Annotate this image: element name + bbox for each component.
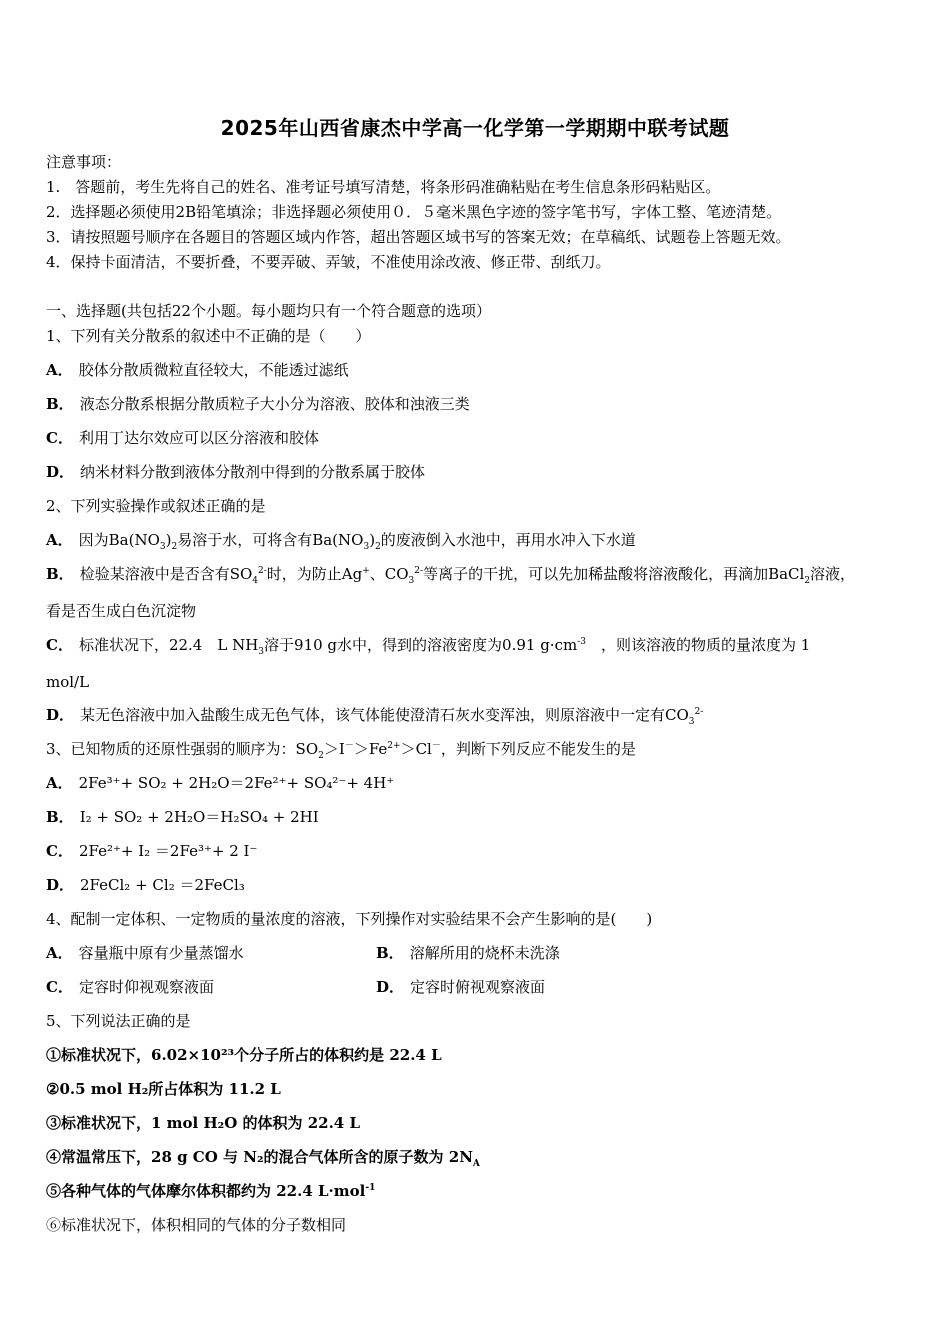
q4-option-b bbox=[376, 943, 560, 963]
text: 标准状况下，22.4 L NH bbox=[78, 636, 259, 654]
q2-option-d bbox=[46, 705, 703, 725]
option-label: B． bbox=[46, 565, 74, 583]
option-label: B． bbox=[46, 395, 74, 413]
q3-option-a bbox=[46, 773, 394, 793]
option-label: C． bbox=[46, 842, 73, 860]
sub: 4 bbox=[252, 576, 258, 586]
sup: 2+ bbox=[387, 741, 401, 751]
notice-heading: 注意事项： bbox=[46, 153, 122, 171]
text: 易溶于水，可将含有Ba(NO bbox=[177, 531, 364, 549]
option-label: D． bbox=[46, 706, 75, 724]
q1-option-a bbox=[46, 360, 349, 380]
q4-options-row-2 bbox=[46, 977, 546, 997]
notice-item-4: 4．保持卡面清洁，不要折叠，不要弄破、弄皱，不准使用涂改液、修正带、刮纸刀。 bbox=[46, 253, 611, 271]
q2-option-c-cont: mol/L bbox=[46, 673, 90, 691]
option-label: D． bbox=[46, 876, 75, 894]
sup: + bbox=[362, 566, 370, 576]
notice-item-2: 2．选择题必须使用2B铅笔填涂；非选择题必须使用０．５毫米黑色字迹的签字笔书写，字体工整、笔迹清楚。 bbox=[46, 203, 782, 221]
section-heading: 一、选择题(共包括22个小题。每小题均只有一个符合题意的选项） bbox=[46, 302, 491, 320]
text: ) bbox=[165, 531, 172, 549]
text: ，则该溶液的物质的量浓度为 1 bbox=[585, 636, 811, 654]
text: ＞Cl bbox=[400, 740, 432, 758]
option-text: 2Fe²⁺+ I₂ ＝2Fe³⁺+ 2 I⁻ bbox=[78, 842, 258, 860]
q4-options-row-1 bbox=[46, 943, 560, 963]
sub: 2 bbox=[804, 576, 811, 586]
q2-option-b bbox=[46, 564, 855, 584]
option-text: 容量瓶中原有少量蒸馏水 bbox=[78, 944, 244, 962]
q1-option-b bbox=[46, 394, 470, 414]
text: 溶于910 g水中，得到的溶液密度为0.91 g·cm bbox=[264, 636, 578, 654]
option-label: C． bbox=[46, 636, 73, 654]
option-label: A． bbox=[46, 531, 73, 549]
q5-statement-2: ②0.5 mol H₂所占体积为 11.2 L bbox=[46, 1080, 281, 1098]
sub: 3 bbox=[363, 542, 370, 552]
q5-statement-6: ⑥标准状况下，体积相同的气体的分子数相同 bbox=[46, 1216, 347, 1234]
option-label: A． bbox=[46, 774, 73, 792]
sup: 2- bbox=[258, 566, 267, 576]
option-text: 溶解所用的烧杯未洗涤 bbox=[409, 944, 560, 962]
sup: － bbox=[344, 741, 354, 751]
option-text: I₂ + SO₂ + 2H₂O＝H₂SO₄ + 2HI bbox=[79, 808, 319, 826]
text: 溶液， bbox=[810, 565, 856, 583]
sub: 3 bbox=[688, 717, 695, 727]
q2-option-a bbox=[46, 530, 636, 550]
sup: -3 bbox=[577, 637, 586, 647]
option-label: B． bbox=[46, 808, 74, 826]
q5-stem: 5、下列说法正确的是 bbox=[46, 1012, 191, 1030]
option-text: 液态分散系根据分散质粒子大小分为溶液、胶体和浊液三类 bbox=[79, 395, 470, 413]
text: ，判断下列反应不能发生的是 bbox=[440, 740, 636, 758]
text: ④常温常压下，28 g CO 与 N₂的混合气体所含的原子数为 2N bbox=[46, 1148, 473, 1166]
text: 的废液倒入水池中，再用水冲入下水道 bbox=[380, 531, 636, 549]
sub: 2 bbox=[375, 542, 381, 552]
text: 因为Ba(NO bbox=[78, 531, 160, 549]
notice-item-1: 1. 答题前，考生先将自己的姓名、准考证号填写清楚，将条形码准确粘贴在考生信息条形码粘贴区。 bbox=[46, 178, 721, 196]
sup: 2- bbox=[694, 707, 704, 717]
q1-stem: 1、下列有关分散系的叙述中不正确的是（ ） bbox=[46, 327, 371, 345]
option-text: 定容时俯视观察液面 bbox=[410, 978, 546, 996]
q4-option-d bbox=[376, 977, 545, 997]
option-label: D． bbox=[376, 978, 405, 996]
q3-option-c bbox=[46, 841, 257, 861]
option-label: D． bbox=[46, 463, 75, 481]
option-label: C． bbox=[46, 978, 73, 996]
option-label: C． bbox=[46, 429, 73, 447]
option-label: A． bbox=[46, 944, 73, 962]
sub: 2 bbox=[171, 542, 178, 552]
text: 检验某溶液中是否含有SO bbox=[79, 565, 253, 583]
option-label: B． bbox=[376, 944, 404, 962]
q3-option-d bbox=[46, 875, 245, 895]
q3-option-b bbox=[46, 807, 319, 827]
q3-stem bbox=[46, 739, 636, 759]
text: 等离子的干扰，可以先加稀盐酸将溶液酸化，再滴加BaCl bbox=[423, 565, 805, 583]
sub: A bbox=[472, 1159, 480, 1169]
option-text: 2FeCl₂ + Cl₂ ＝2FeCl₃ bbox=[80, 876, 245, 894]
q5-statement-1: ①标准状况下，6.02×10²³个分子所占的体积约是 22.4 L bbox=[46, 1046, 442, 1064]
q1-option-c bbox=[46, 428, 319, 448]
q4-stem: 4、配制一定体积、一定物质的量浓度的溶液，下列操作对实验结果不会产生影响的是( ) bbox=[46, 910, 653, 928]
text: ＞I bbox=[323, 740, 345, 758]
sub: 2 bbox=[318, 751, 324, 761]
sup: -1 bbox=[365, 1183, 376, 1193]
notice-item-3: 3．请按照题号顺序在各题目的答题区域内作答，超出答题区域书写的答案无效；在草稿纸、试题卷上答题无效。 bbox=[46, 228, 791, 246]
sub: 3 bbox=[258, 647, 265, 657]
q5-statement-5 bbox=[46, 1181, 375, 1201]
q1-option-d bbox=[46, 462, 425, 482]
text: ) bbox=[369, 531, 376, 549]
option-text: 利用丁达尔效应可以区分溶液和胶体 bbox=[78, 429, 319, 447]
option-text: 纳米材料分散到液体分散剂中得到的分散系属于胶体 bbox=[80, 463, 426, 481]
text: 、CO bbox=[369, 565, 409, 583]
q2-stem: 2、下列实验操作或叙述正确的是 bbox=[46, 497, 266, 515]
sub: 3 bbox=[408, 576, 415, 586]
text: 某无色溶液中加入盐酸生成无色气体，该气体能使澄清石灰水变浑浊，则原溶液中一定有CO bbox=[80, 706, 689, 724]
sup: － bbox=[431, 741, 441, 751]
q2-option-b-cont: 看是否生成白色沉淀物 bbox=[46, 602, 197, 620]
page-title: 2025年山西省康杰中学高一化学第一学期期中联考试题 bbox=[220, 116, 730, 140]
option-text: 定容时仰视观察液面 bbox=[78, 978, 214, 996]
text: 3、已知物质的还原性强弱的顺序为：SO bbox=[46, 740, 319, 758]
option-text: 胶体分散质微粒直径较大，不能透过滤纸 bbox=[78, 361, 349, 379]
option-label: A． bbox=[46, 361, 73, 379]
option-text: 2Fe³⁺+ SO₂ + 2H₂O＝2Fe²⁺+ SO₄²⁻+ 4H⁺ bbox=[78, 774, 395, 792]
sup: 2- bbox=[414, 566, 424, 576]
text: 时，为防止Ag bbox=[266, 565, 363, 583]
q5-statement-3: ③标准状况下，1 mol H₂O 的体积为 22.4 L bbox=[46, 1114, 361, 1132]
q5-statement-4 bbox=[46, 1147, 480, 1167]
q2-option-c bbox=[46, 635, 810, 655]
text: ＞Fe bbox=[353, 740, 388, 758]
sub: 3 bbox=[159, 542, 166, 552]
text: ⑤各种气体的气体摩尔体积都约为 22.4 L·mol bbox=[46, 1182, 366, 1200]
